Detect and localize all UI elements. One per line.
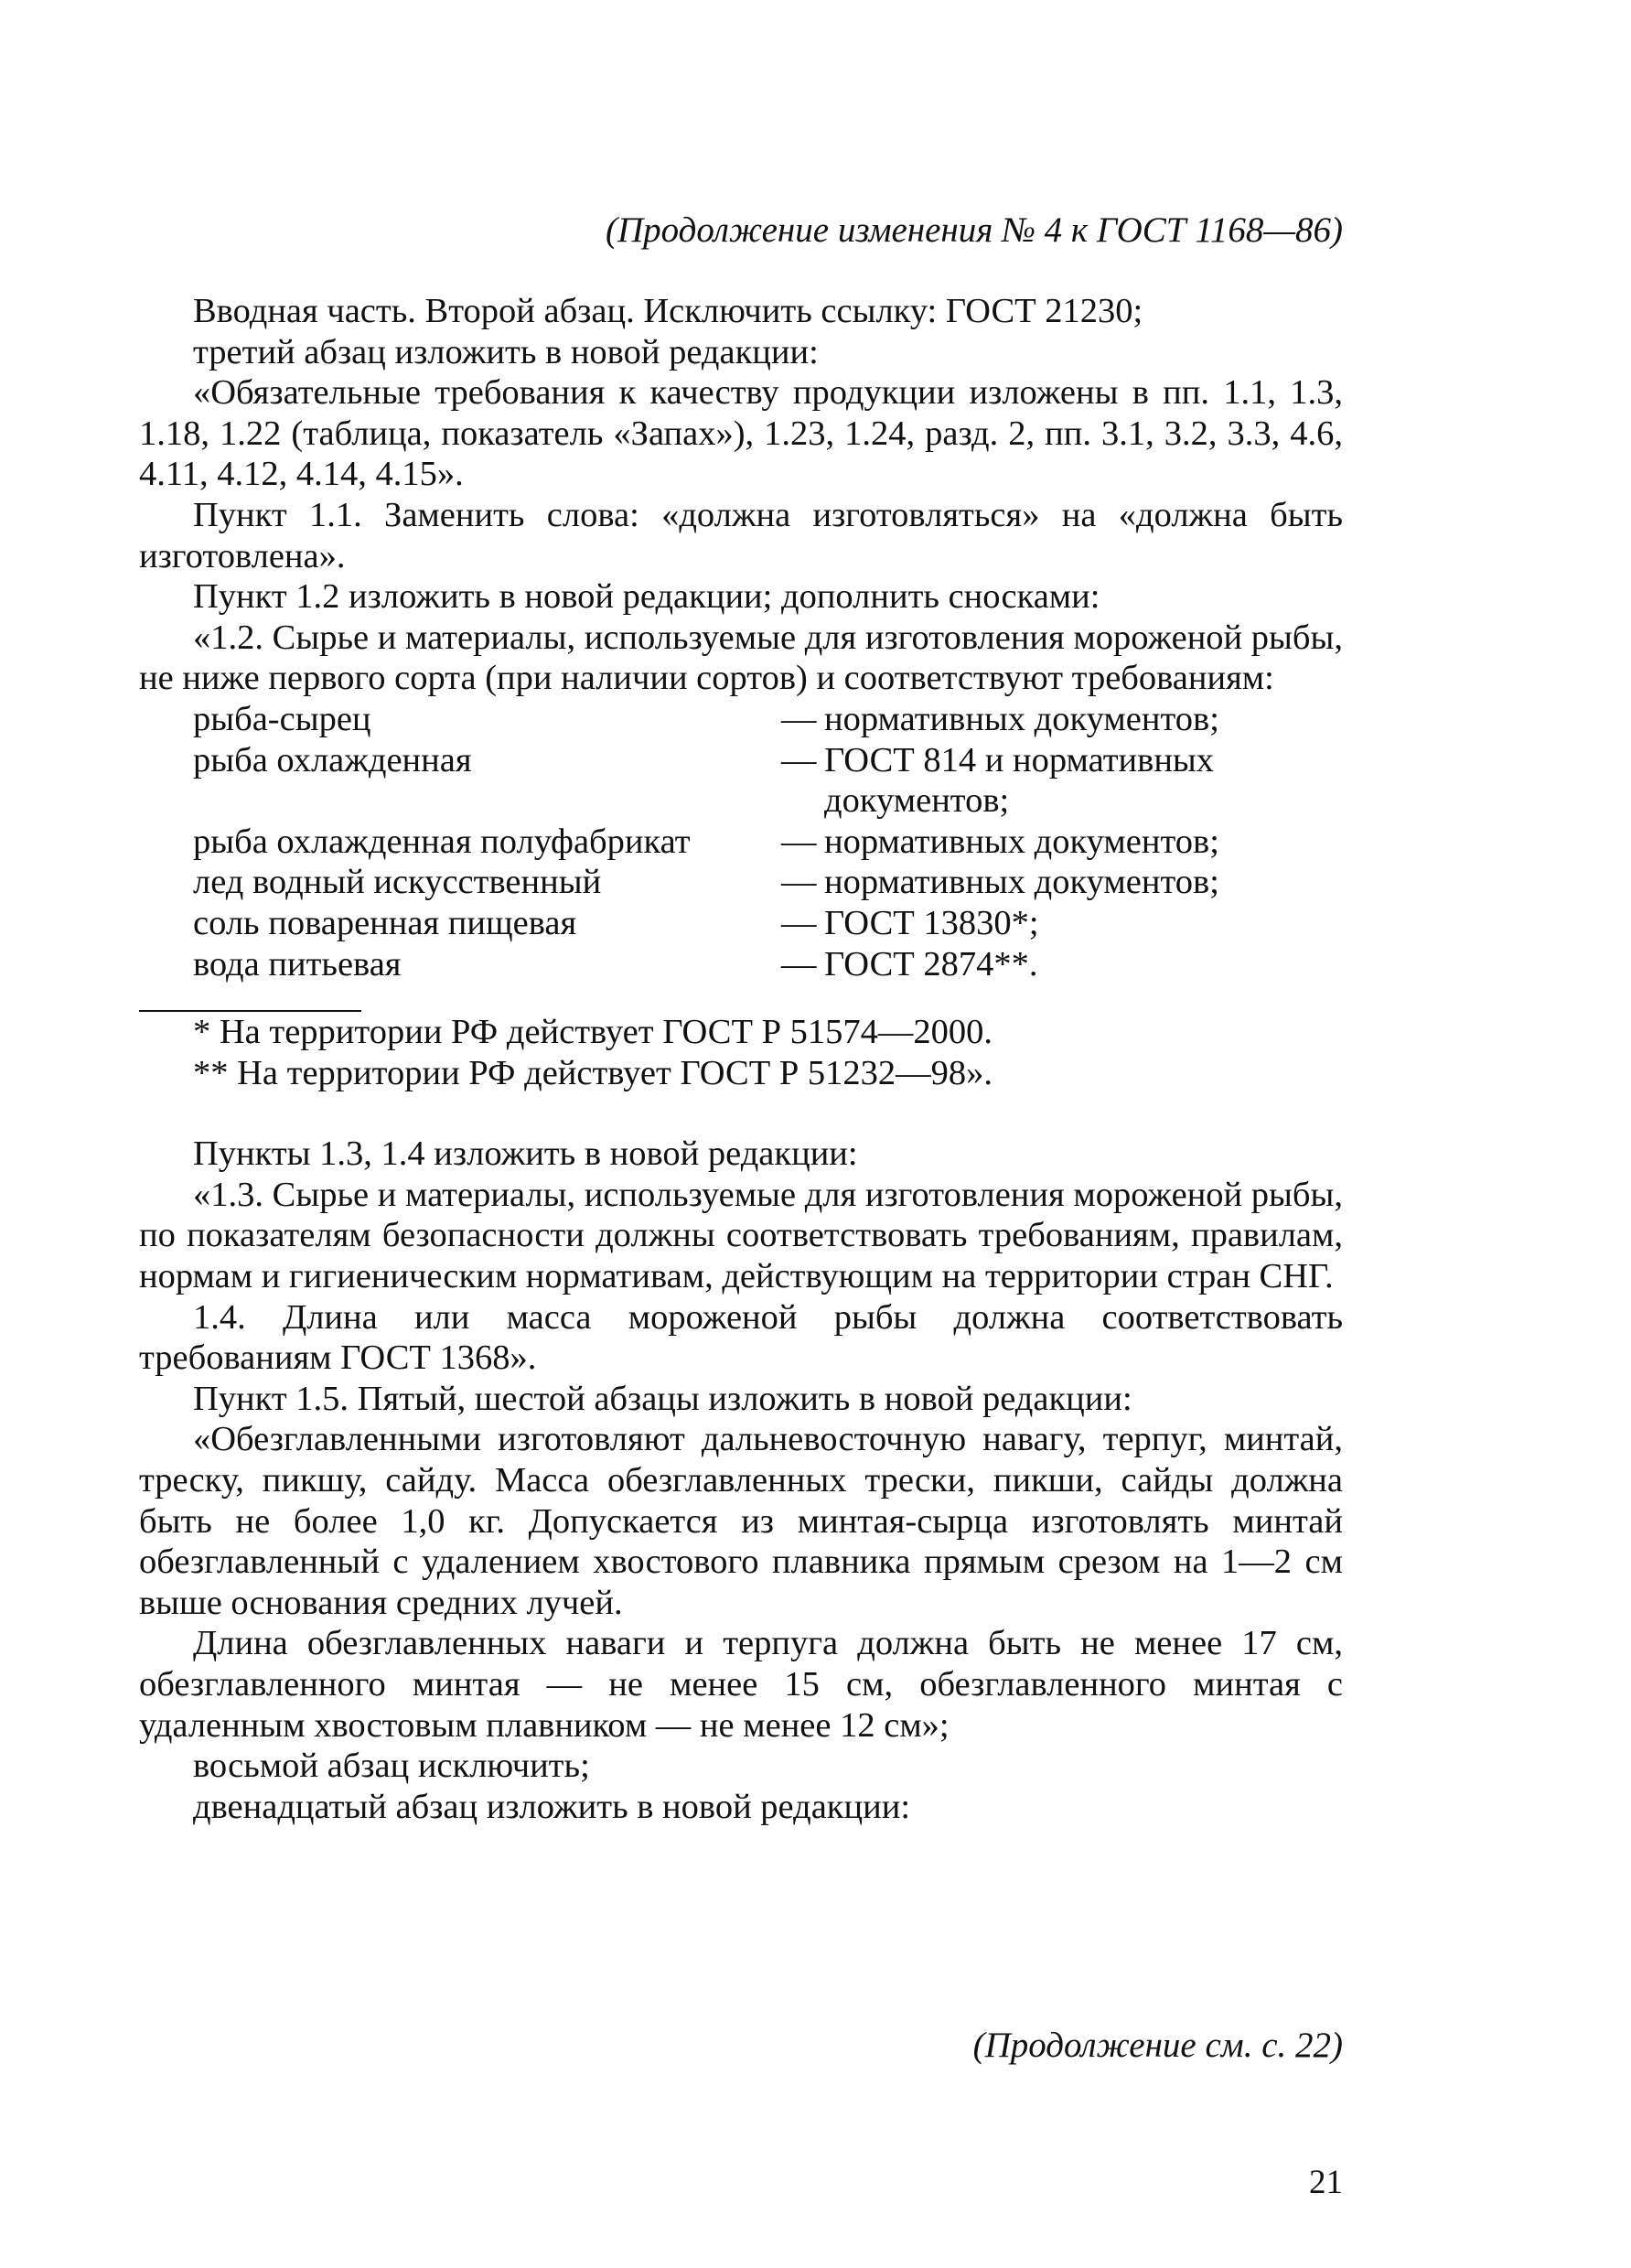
material-requirement: нормативных документов; — [824, 699, 1219, 738]
list-item — [193, 822, 1343, 863]
footnote-1: * На территории РФ действует ГОСТ Р 51574—2000. — [193, 1013, 993, 1052]
document-body — [139, 291, 1343, 1827]
paragraph-twelfth-abzac: двенадцатый абзац изложить в новой редакции: — [193, 1787, 911, 1826]
dash: — — [781, 699, 817, 738]
paragraph-item-1-4-text: 1.4. Длина или масса мороженой рыбы должна соответствовать требованиям ГОСТ 1368». — [139, 1297, 1343, 1378]
continuation-header: (Продолжение изменения № 4 к ГОСТ 1168—86) — [605, 210, 1343, 250]
material-requirement: нормативных документов; — [824, 822, 1219, 861]
continued-note: (Продолжение см. с. 22) — [972, 2026, 1343, 2065]
materials-list — [139, 699, 1343, 984]
paragraph-items-1-3-1-4: Пункты 1.3, 1.4 изложить в новой редакции: — [193, 1134, 858, 1174]
material-name: лед водный искусственный — [193, 863, 602, 902]
material-name: рыба-сырец — [193, 699, 371, 738]
paragraph-mandatory-requirements: «Обязательные требования к качеству продукции изложены в пп. 1.1, 1.3, 1.18, 1.22 (таблица, показатель «Запах»), 1.23, 1.24, разд. 2, пп. 3.1, 3.2, 3.3, 4.6, 4.11, 4.12, 4.14, 4.15». — [139, 373, 1343, 494]
paragraph-item-1-2-text: «1.2. Сырье и материалы, используемые для изготовления мороженой рыбы, не ниже первого сорта (при наличии сортов) и соответствуют требованиям: — [139, 618, 1343, 698]
paragraph-third-abzac: третий абзац изложить в новой редакции: — [193, 332, 819, 371]
paragraph-eighth-abzac: восьмой абзац исключить; — [193, 1747, 590, 1786]
paragraph-headless-length: Длина обезглавленных наваги и терпуга должна быть не менее 17 см, обезглавленного минтая — не менее 15 см, обезглавленного минтая с удаленным хвостовым плавником — не менее 12 см»; — [139, 1624, 1343, 1745]
list-item — [193, 903, 1343, 944]
material-name: рыба охлажденная — [193, 740, 472, 779]
paragraph-item-1-1: Пункт 1.1. Заменить слова: «должна изготовляться» на «должна быть изготовлена». — [139, 495, 1343, 575]
page-number: 21 — [1309, 2164, 1343, 2201]
dash: — — [781, 903, 817, 942]
material-name: соль поваренная пищевая — [193, 903, 577, 942]
material-requirement: ГОСТ 13830*; — [824, 903, 1039, 942]
list-item — [193, 862, 1343, 903]
footnote-2: ** На территории РФ действует ГОСТ Р 51232—98». — [193, 1053, 993, 1092]
material-requirement: ГОСТ 814 и нормативных документов; — [824, 740, 1215, 821]
list-item — [193, 699, 1343, 740]
spacer — [139, 1093, 1343, 1134]
dash: — — [781, 863, 817, 902]
paragraph-item-1-2-intro: Пункт 1.2 изложить в новой редакции; дополнить сносками: — [193, 577, 1100, 617]
dash: — — [781, 822, 817, 861]
paragraph-item-1-5: Пункт 1.5. Пятый, шестой абзацы изложить в новой редакции: — [193, 1379, 1132, 1418]
list-item — [193, 944, 1343, 985]
list-item — [193, 740, 1343, 822]
material-name: рыба охлажденная полуфабрикат — [193, 822, 691, 861]
material-requirement: нормативных документов; — [824, 863, 1219, 902]
paragraph-item-1-3-text: «1.3. Сырье и материалы, используемые для изготовления мороженой рыбы, по показателям безопасности должны соответствовать требованиям, правилам, нормам и гигиеническим нормативам, действующим на территории стран СНГ. — [139, 1175, 1343, 1296]
material-requirement: ГОСТ 2874**. — [824, 944, 1038, 984]
material-name: вода питьевая — [193, 944, 402, 984]
document-page — [139, 0, 1343, 2268]
paragraph-intro: Вводная часть. Второй абзац. Исключить ссылку: ГОСТ 21230; — [193, 292, 1143, 330]
paragraph-headless-fish: «Обезглавленными изготовляют дальневосточную навагу, терпуг, минтай, треску, пикшу, сайду. Масса обезглавленных трески, пикши, сайды должна быть не более 1,0 кг. Допускается из минтая-сырца изготовлять минтай обезглавленный с удалением хвостового плавника прямым срезом на 1—2 см выше основания средних лучей. — [139, 1420, 1343, 1622]
dash: — — [781, 740, 817, 779]
dash: — — [781, 944, 817, 984]
